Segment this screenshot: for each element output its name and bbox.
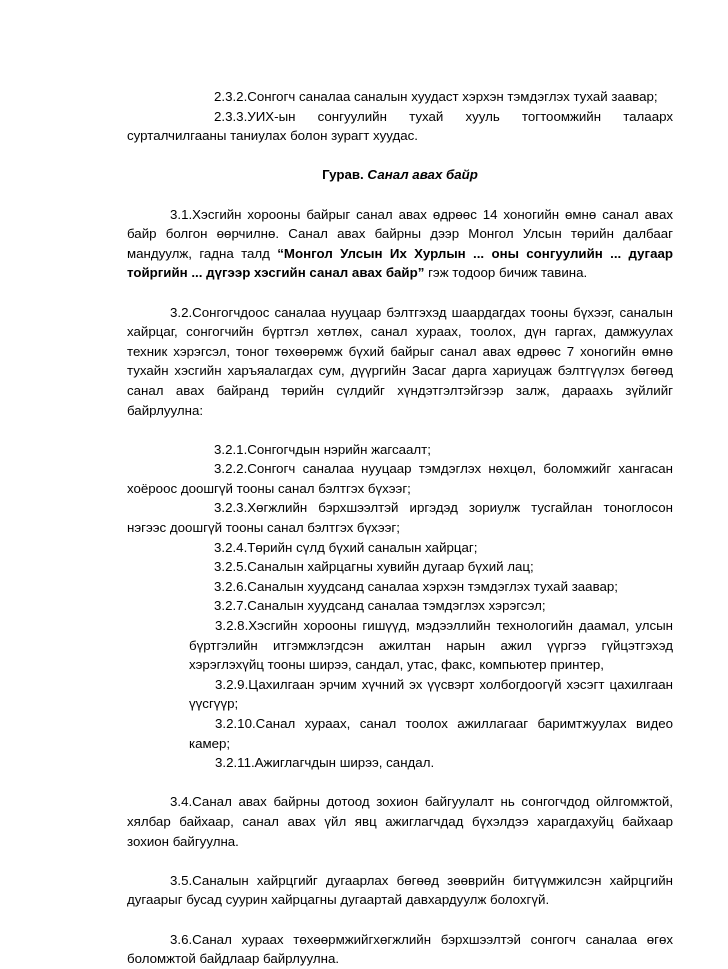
- clause-3-1-tail: гэж тодоор бичиж тавина.: [424, 265, 588, 281]
- clause-3-1-quote: “Монгол Улсын Их Хурлын ... оны сонгуулийн ... дугаар тойргийн ... дүгээр хэсгийн санал авах байр”: [127, 245, 673, 281]
- clause-3-2-2: 3.2.2.Сонгогч саналаа нууцаар тэмдэглэх нөхцөл, боломжийг хангасан хоёроос доошгүй тооны санал бэлтгэх бүхээг;: [127, 461, 673, 496]
- clause-3-2-5: 3.2.5.Саналын хайрцагны хувийн дугаар бүхий лац;: [214, 559, 534, 575]
- clause-3-2-8: 3.2.8.Хэсгийн хорооны гишүүд, мэдээллийн технологийн даамал, улсын бүртгэлийн итгэмжлэгдсэн ажилтан нарын ажил үүргээ гүйцэтгэхэд хэрэглэхүйц тооны ширээ, сандал, утас, факс, компьютер принтер,: [189, 618, 673, 673]
- section-heading: [127, 165, 673, 185]
- clause-3-2-10: 3.2.10.Санал хураах, санал тоолох ажиллагааг баримтжуулах видео камер;: [189, 716, 673, 751]
- clause-3-1-text: 3.1.Хэсгийн хорооны байрыг санал авах өдрөөс 14 хоногийн өмнө санал авах байр болгон өөрчилнө. Санал авах байрны дээр Монгол Улсын төрийн далбааг мандуулж, гадна талд: [127, 206, 673, 261]
- section-title: Санал авах байр: [367, 167, 478, 183]
- clause-3-6: 3.6.Санал хураах төхөөрмжийгхөгжлийн бэрхшээлтэй сонгогч саналаа өгөх боломжтой байдлаар байрлуулна.: [127, 931, 673, 967]
- clause-3-2-6: 3.2.6.Саналын хуудсанд саналаа хэрхэн тэмдэглэх тухай заавар;: [214, 578, 618, 594]
- clause-3-1: [127, 205, 673, 283]
- clause-3-2-9: 3.2.9.Цахилгаан эрчим хүчний эх үүсвэрт холбогдоогүй хэсэгт цахилгаан үүсгүүр;: [189, 676, 673, 712]
- clause-2-3-2: 2.3.2.Сонгогч саналаа саналын хуудаст хэрхэн тэмдэглэх тухай заавар;: [214, 89, 658, 104]
- clause-2-3-3: 2.3.3.УИХ-ын сонгуулийн тухай хууль тогтоомжийн талаарх сурталчилгааны таниулах болон зурагт хуудас.: [127, 108, 673, 144]
- clause-3-2-7: 3.2.7.Саналын хуудсанд саналаа тэмдэглэх хэрэгсэл;: [214, 598, 546, 614]
- clause-3-2-3: 3.2.3.Хөгжлийн бэрхшээлтэй иргэдэд зориулж тусгайлан тоноглосон нэгээс доошгүй тооны санал бэлтгэх бүхээг;: [127, 500, 673, 536]
- clause-3-4: 3.4.Санал авах байрны дотоод зохион байгуулалт нь сонгогчдод ойлгомжтой, хялбар байхаар, санал авах үйл явц ажиглагчдад бүхэлдээ харагдахуйц байхаар зохион байгуулна.: [127, 794, 673, 849]
- document-body: [127, 87, 673, 969]
- clause-3-2-11: 3.2.11.Ажиглагчдын ширээ, сандал.: [215, 755, 435, 771]
- clause-3-5: 3.5.Саналын хайрцгийг дугаарлах бөгөөд зөөврийн битүүмжилсэн хайрцгийн дугаарыг бусад суурин хайрцагны дугаартай давхардуулж болохгүй.: [127, 872, 673, 908]
- section-number: Гурав.: [322, 167, 364, 183]
- clause-3-2-1: 3.2.1.Сонгогчдын нэрийн жагсаалт;: [214, 441, 431, 457]
- clause-3-2-4: 3.2.4.Төрийн сүлд бүхий саналын хайрцаг;: [214, 539, 478, 555]
- clause-3-2: 3.2.Сонгогчдоос саналаа нууцаар бэлтгэхэд шаардагдах тооны бүхээг, саналын хайрцаг, сонгогчийн бүртгэл хөтлөх, санал хураах, тоолох, дүн гаргах, дамжуулах техник хэрэгсэл, тоног төхөөрөмж бүхий байрыг санал авах өдрөөс 7 хоногийн өмнө тухайн хэсгийн харъяалагдах сум, дүүргийн Засаг дарга хариуцаж бэлтгүүлэх бөгөөд санал авах байранд төрийн сүлдийг хүндэтгэлтэйгээр залж, дараахь зүйлийг байрлуулна:: [127, 304, 673, 418]
